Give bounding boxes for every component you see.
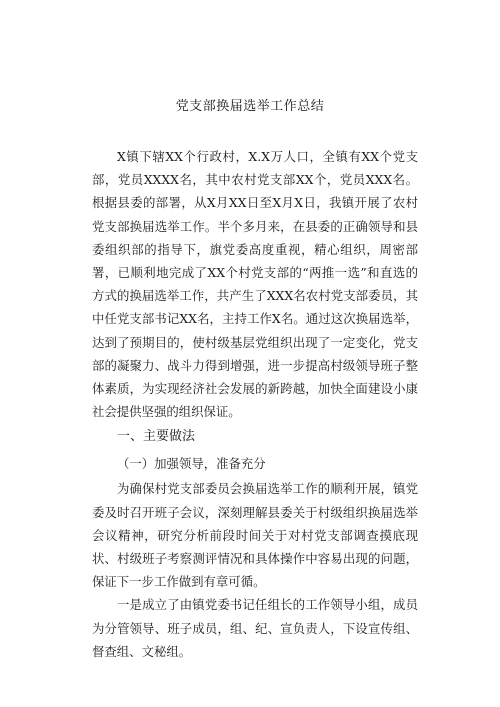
document-title: 党支部换届选举工作总结 (175, 99, 325, 114)
subsection-heading-leadership: （一）加强领导，准备充分 (117, 456, 266, 472)
body-paragraph-2: 一是成立了由镇党委书记任组长的工作领导小组，成员为分管领导、班子成员，组、纪、宣负责人，下设宣传组、督查组、文秘组。 (92, 597, 418, 659)
intro-paragraph: X镇下辖XX个行政村，X.X万人口，全镇有XX个党支部，党员XXXX名，其中农村党支部XX个，党员XXX名。根据县委的部署，从X月XX日至X月X日，我镇开展了农村党支部换届选举工作。半个多月来，在县委的正确领导和县委组织部的指导下，旗党委高度重视，精心组织，周密部署，已顺利地完成了XX个村党支部的“两推一选”和直选的方式的换届选举工作，共产生了XXX名农村党支部委员，其中任党支部书记XX名，主持工作X名。通过这次换届选举，达到了预期目的，使村级基层党组织出现了一定变化，党支部的凝聚力、战斗力得到增强，进一步提高村级领导班子整体素质，为实现经济社会发展的新跨越，加快全面建设小康社会提供坚强的组织保证。 (92, 149, 418, 420)
body-paragraph-1: 为确保村党支部委员会换届选举工作的顺利开展，镇党委及时召开班子会议，深刻理解县委关于村级组织换届选举会议精神，研究分析前段时间关于对村党支部调查摸底现状、村级班子考察测评情况和具体操作中容易出现的问题，保证下一步工作做到有章可循。 (92, 481, 418, 590)
document-body (92, 145, 418, 663)
section-heading-main-practices: 一、主要做法 (117, 429, 196, 445)
